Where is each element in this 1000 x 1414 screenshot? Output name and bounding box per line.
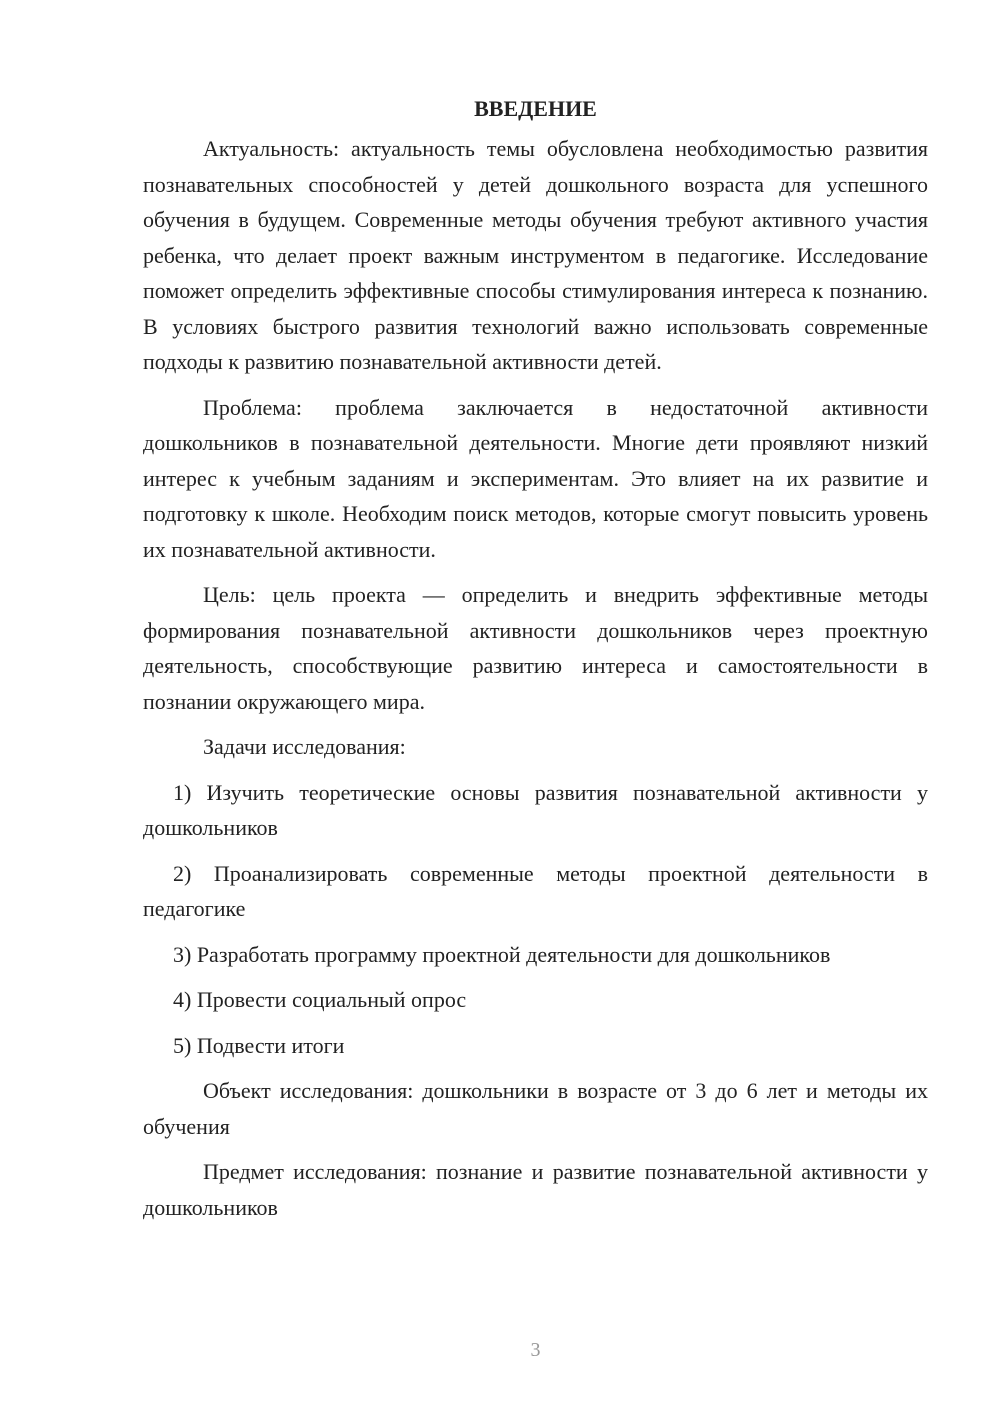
- paragraph-subject: Предмет исследования: познание и развитие познавательной активности у дошкольников: [143, 1159, 928, 1220]
- page-content: [143, 91, 928, 1235]
- task-item-3: 3) Разработать программу проектной деятельности для дошкольников: [173, 941, 831, 967]
- paragraph-problem: Проблема: проблема заключается в недостаточной активности дошкольников в познавательной деятельности. Многие дети проявляют низкий интерес к учебным заданиям и экспериментам. Это влияет на их развитие и подготовку к школе. Необходим поиск методов, которые смогут повысить уровень их познавательной активности.: [143, 394, 928, 562]
- task-item-2: 2) Проанализировать современные методы проектной деятельности в педагогике: [143, 860, 928, 921]
- task-item-4: 4) Провести социальный опрос: [173, 987, 467, 1012]
- task-item-1: 1) Изучить теоретические основы развития познавательной активности у дошкольников: [143, 779, 928, 840]
- paragraph-relevance: Актуальность: актуальность темы обусловлена необходимостью развития познавательных способностей у детей дошкольного возраста для успешного обучения в будущем. Современные методы обучения требуют активного участия ребенка, что делает проект важным инструментом в педагогике. Исследование поможет определить эффективные способы стимулирования интереса к познанию. В условиях быстрого развития технологий важно использовать современные подходы к развитию познавательной активности детей.: [143, 136, 928, 374]
- paragraph-goal: Цель: цель проекта — определить и внедрить эффективные методы формирования познавательной активности дошкольников через проектную деятельность, способствующие развитию интереса и самостоятельности в познании окружающего мира.: [143, 582, 928, 714]
- task-item-5: 5) Подвести итоги: [173, 1032, 345, 1058]
- tasks-heading: Задачи исследования:: [203, 734, 406, 759]
- page-title: ВВЕДЕНИЕ: [474, 96, 597, 121]
- paragraph-object: Объект исследования: дошкольники в возрасте от 3 до 6 лет и методы их обучения: [143, 1078, 928, 1139]
- page-number: 3: [530, 1339, 541, 1361]
